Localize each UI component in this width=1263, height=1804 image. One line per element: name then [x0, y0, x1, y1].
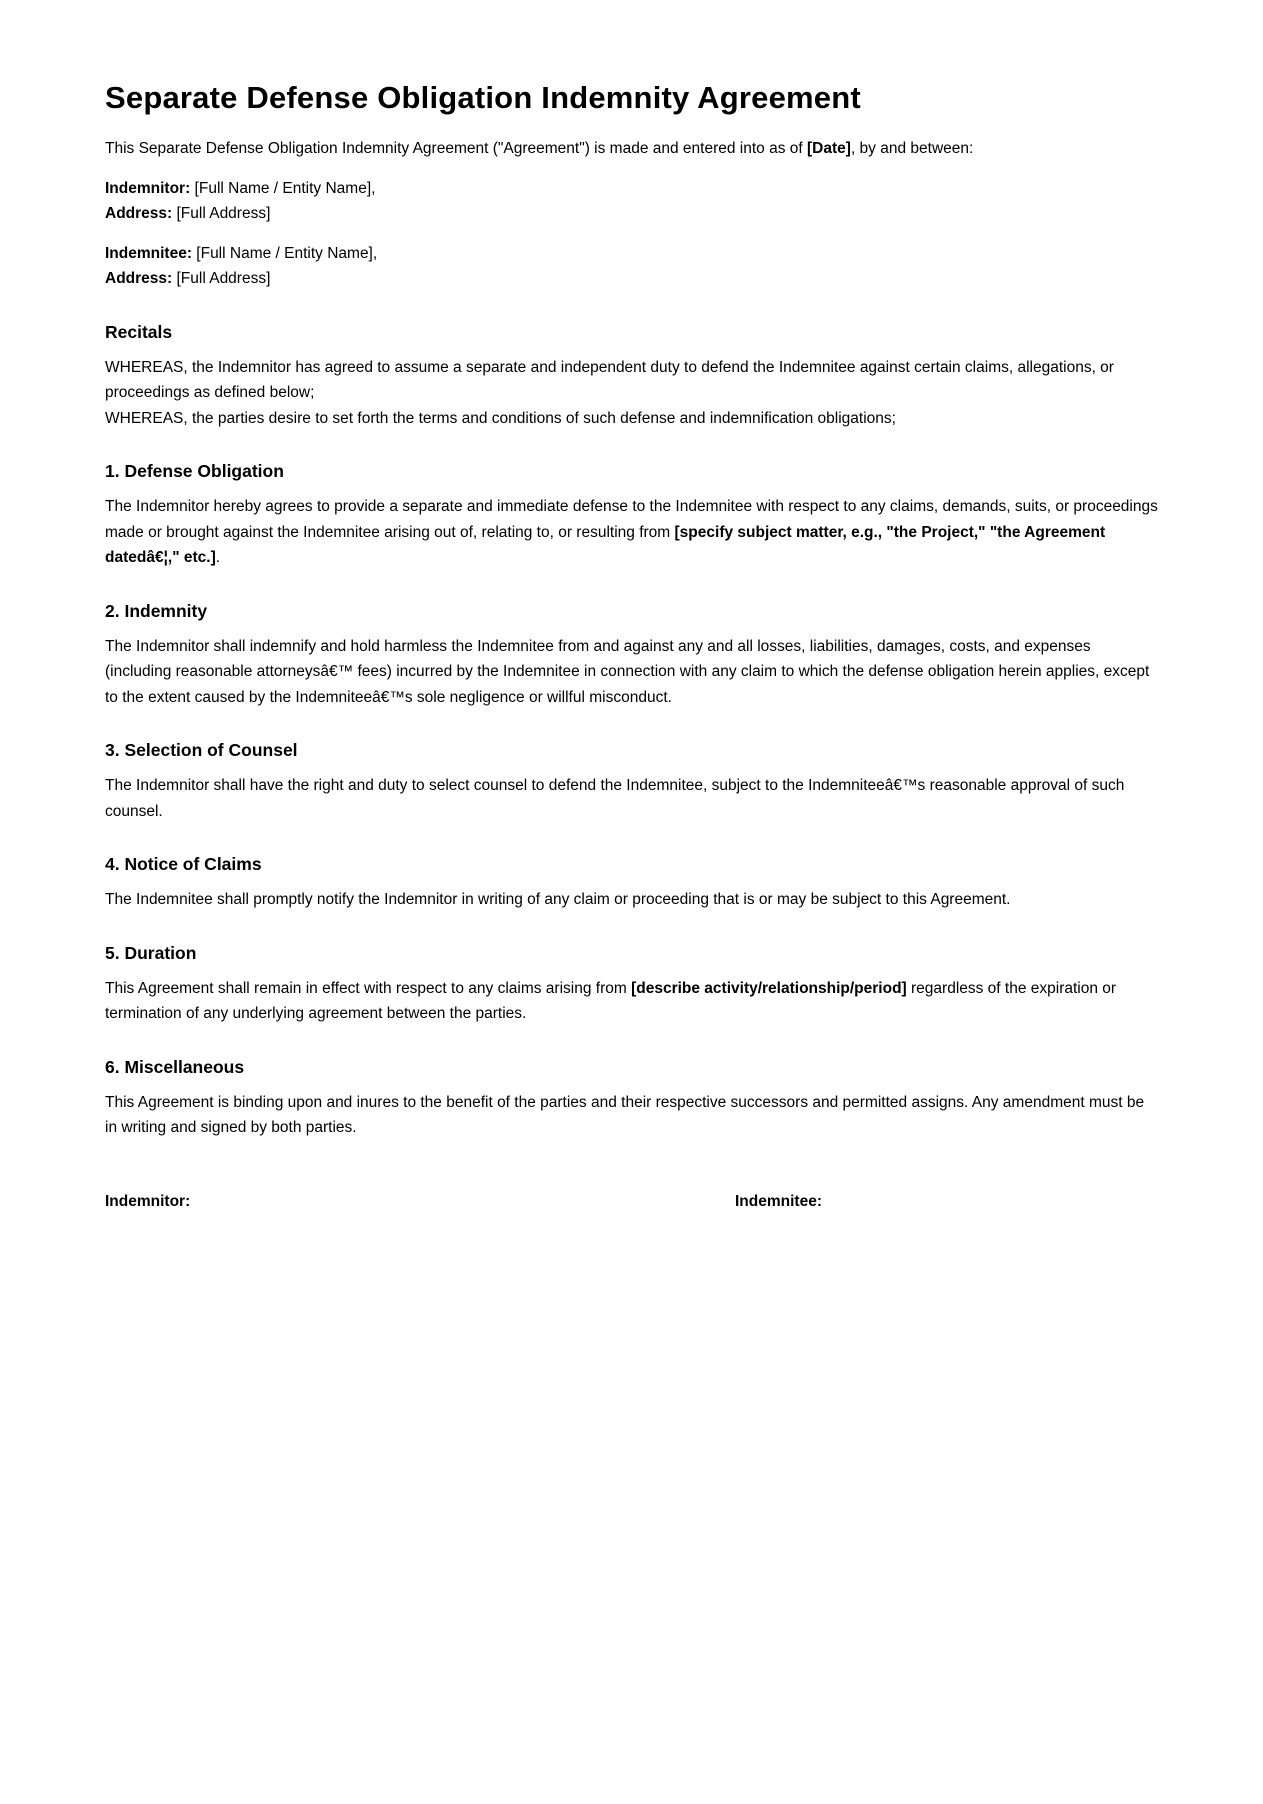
indemnitee-address-label: Address: — [105, 270, 173, 287]
section-1-placeholder: [specify subject matter, e.g., "the Project," "the Agreement datedâ€¦," etc.] — [105, 523, 1106, 566]
intro-text-end: , by and between: — [850, 140, 974, 157]
section-5-placeholder: [describe activity/relationship/period] — [631, 979, 907, 997]
section-5-body: This Agreement shall remain in effect with respect to any claims arising from — [105, 979, 632, 997]
section-3-text: The Indemnitor shall have the right and duty to select counsel to defend the Indemnitee, subject to the Indemniteeâ€™s reasonable approval of such counsel. — [105, 777, 1125, 820]
section-3-heading: 3. Selection of Counsel — [105, 740, 298, 760]
section-1-heading: 1. Defense Obligation — [105, 461, 284, 481]
section-1-end: . — [215, 549, 221, 566]
recitals-body — [105, 355, 1158, 432]
recital-2: WHEREAS, the parties desire to set forth the terms and conditions of such defense and indemnification obligations; — [105, 409, 896, 427]
indemnitee-signature-label: Indemnitee: — [735, 1192, 822, 1210]
section-5-end: regardless of the expiration or termination of any underlying agreement between the parties. — [105, 979, 1117, 1022]
intro-paragraph — [105, 136, 1158, 162]
indemnitor-block — [105, 176, 1158, 227]
indemnitee-block — [105, 241, 1158, 292]
section-1-text — [105, 494, 1158, 571]
document-title: Separate Defense Obligation Indemnity Agreement — [105, 80, 861, 115]
indemnitee-label: Indemnitee: — [105, 244, 192, 262]
section-4-heading: 4. Notice of Claims — [105, 854, 262, 874]
indemnitor-name: [Full Name / Entity Name], — [190, 179, 376, 197]
indemnitor-label: Indemnitor: — [105, 179, 191, 197]
indemnitor-address-label: Address: — [105, 205, 173, 222]
section-2-text: The Indemnitor shall indemnify and hold harmless the Indemnitee from and against any and all losses, liabilities, damages, costs, and expenses (including reasonable attorneysâ€™ fees) incurred by the Indemnitee in connection with any claim to which the defense obligation herein applies, except to the extent caused by the Indemniteeâ€™s sole negligence or willful misconduct. — [105, 637, 1150, 706]
intro-date: [Date] — [807, 140, 851, 157]
recitals-heading: Recitals — [105, 321, 173, 342]
section-6-text: This Agreement is binding upon and inures to the benefit of the parties and their respective successors and permitted assigns. Any amendment must be in writing and signed by both parties. — [105, 1093, 1145, 1136]
section-5-heading: 5. Duration — [105, 942, 197, 963]
indemnitor-address: [Full Address] — [172, 205, 271, 222]
section-1-body: The Indemnitor hereby agrees to provide a separate and immediate defense to the Indemnitee with respect to any claims, demands, suits, or proceedings made or brought against the Indemnitee arising out of, relating to, or resulting from — [105, 498, 1158, 541]
indemnitor-signature-label: Indemnitor: — [105, 1192, 191, 1210]
section-5-text — [105, 976, 1158, 1027]
intro-text: This Separate Defense Obligation Indemnity Agreement ("Agreement") is made and entered into as of — [105, 140, 808, 157]
indemnitee-address: [Full Address] — [172, 270, 271, 287]
indemnitee-name: [Full Name / Entity Name], — [191, 244, 378, 262]
recital-1: WHEREAS, the Indemnitor has agreed to assume a separate and independent duty to defend the Indemnitee against certain claims, allegations, or proceedings as defined below; — [105, 358, 1114, 401]
section-2-heading: 2. Indemnity — [105, 600, 208, 621]
section-4-text: The Indemnitee shall promptly notify the Indemnitor in writing of any claim or proceeding that is or may be subject to this Agreement. — [105, 891, 1011, 908]
signature-block — [105, 1193, 1158, 1223]
section-6-heading: 6. Miscellaneous — [105, 1056, 245, 1077]
